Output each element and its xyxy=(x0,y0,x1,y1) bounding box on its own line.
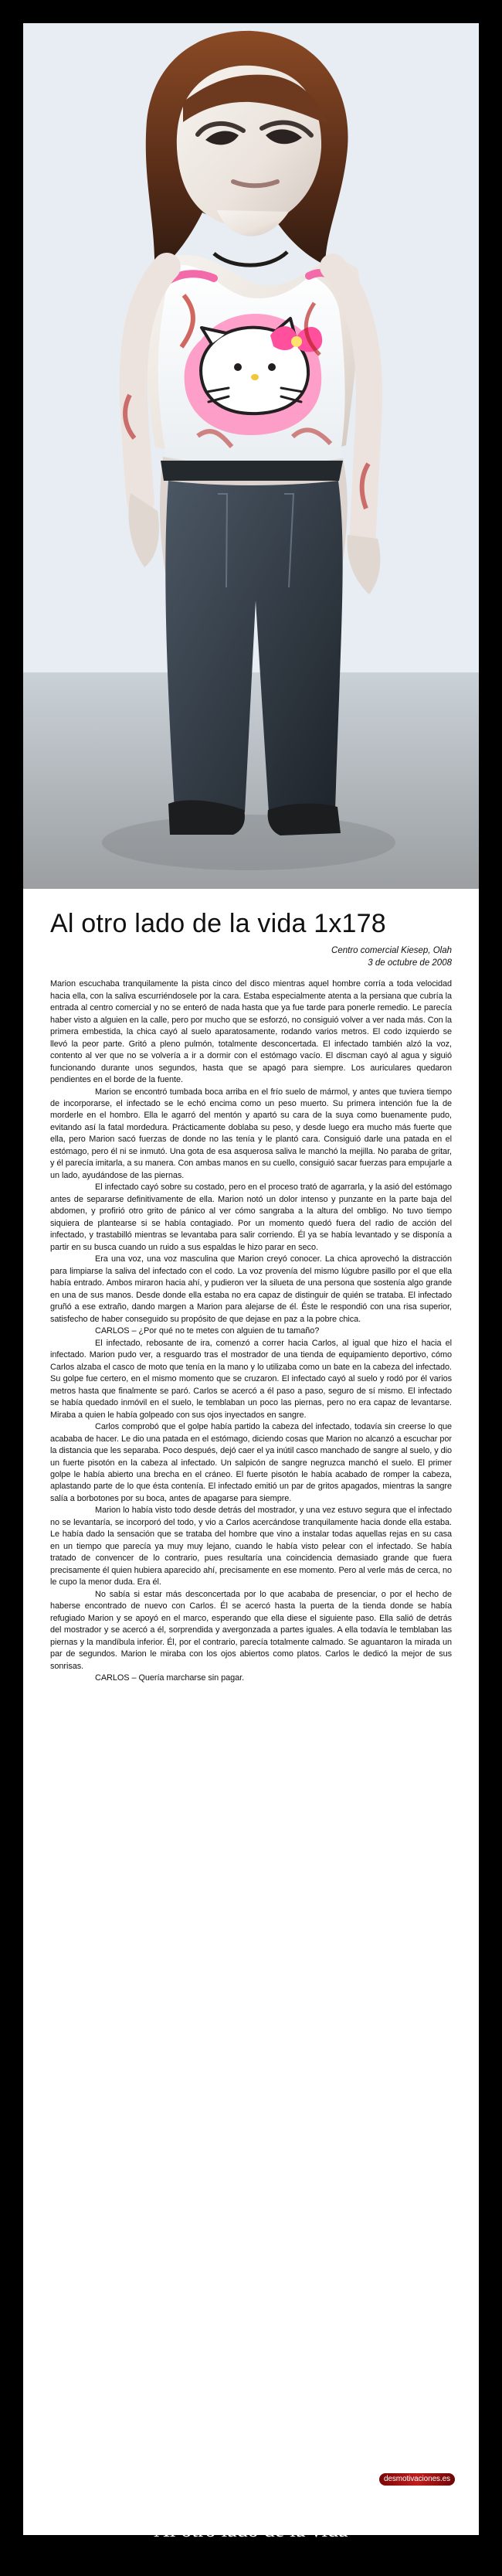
watermark: desmotivaciones.es xyxy=(379,2473,455,2486)
kitty-right-eye xyxy=(268,363,276,371)
kitty-left-eye xyxy=(234,363,242,371)
poster-caption: Al otro lado de la vida xyxy=(154,2518,348,2542)
story-content xyxy=(50,908,452,1685)
story-paragraph-2: Marion se encontró tumbada boca arriba en el frío suelo de mármol, y antes que tuviera tiempo de incorporarse, el infectado se le echó encima como un peso muerto. Su primera intención fue la de morderle en el hombro. Ella le agarró del mentón y apartó su cara de la suya como buenamente pudo, evitando así la fatal mordedura. Prácticamente doblaba su peso, y desde luego era mucho más fuerte que ella, pero Marion sacó fuerzas de donde no las tenía y le plantó cara. Consiguió darle una patada en el estómago, pero él ni se inmutó. Una gota de esa asquerosa saliva le manchó la mejilla. No paraba de gritar, y él parecía imitarla, a su manera. Con ambas manos en su cuello, consiguió sacar fuerzas para empujarle a un lado, ayudándose de las piernas. xyxy=(50,1087,452,1180)
kitty-nose xyxy=(251,374,259,380)
story-paragraph-7: Marion lo había visto todo desde detrás del mostrador, y una vez estuvo segura que el infectado no se levantaría, se incorporó del todo, y vio a Carlos acercándose tranquilamente hacia donde ella estaba. Le había dado la sensación que se trataba del hombre que vino a instalar todas aquellas rejas en su casa en un tiempo que parecía ya muy muy lejano, cuando le había visto pelear con el infectado. Se había tratado de convencer de lo contrario, pues resultaría una coincidencia demasiado grande que fuera precisamente él quien hubiera aparecido ahí, precisamente en ese momento. Pero al verle más de cerca, no le cupo la menor duda. Era él. xyxy=(50,1506,452,1587)
story-body xyxy=(50,978,452,1685)
photo-shadow xyxy=(102,815,395,870)
story-title: Al otro lado de la vida 1x178 xyxy=(50,909,386,938)
story-date: 3 de octubre de 2008 xyxy=(368,958,452,968)
story-meta xyxy=(50,945,452,969)
story-dialogue-1: CARLOS – ¿Por qué no te metes con alguien de tu tamaño? xyxy=(95,1326,320,1336)
story-paragraph-8: No sabía si estar más desconcertada por lo que acababa de presenciar, o por el hecho de haberse encontrado de nuevo con Carlos. Él se acercó hasta la puerta de la tienda donde se había refugiado Marion y se apoyó en el marco, esperando que ella diese el siguiente paso. Ella salió de detrás del mostrador y se acercó a él, sorprendida y avergonzada a partes iguales. A ella todavía le temblaban las piernas y la mandíbula inferior. Él, por el contrario, parecía totalmente calmado. Se aguantaron la mirada un par de segundos. Marion le miraba con los ojos abiertos como platos. Carlos le dedicó la mejor de sus sonrisas. xyxy=(50,1589,452,1671)
right-shoe xyxy=(268,803,341,835)
kitty-bow-center xyxy=(291,336,302,347)
story-paragraph-3: El infectado cayó sobre su costado, pero en el proceso trató de agarrarla, y la asió del estómago antes de separarse definitivamente de ella. Marion notó un dolor intenso y punzante en la parte baja del abdomen, y profirió otro grito de pánico al ver cómo sangraba a la altura del ombligo. No tuvo tiempo siquiera de plantearse si se había contagiado. Por un momento quedó fuera del radio de acción del infectado, y trastabilló mientras se levantaba para salir corriendo. Él ya se había levantado y se disponía a partir en su busca cuando un ruido a sus espaldas le hizo parar en seco. xyxy=(50,1183,452,1252)
belt xyxy=(161,461,343,481)
story-paragraph-6: Carlos comprobó que el golpe había partido la cabeza del infectado, todavía sin creerse lo que acababa de hacer. Le dio una patada en el estómago, diciendo cosas que Marion no alcanzó a escuchar por la distancia que les separaba. Poco después, dejó caer el ya inútil casco manchado de sangre al suelo, y dio un fuerte pisotón en la cabeza al infectado. Un salpicón de sangre negruzca manchó el suelo. El primer golpe le había abierto una brecha en el cráneo. El fuerte pisotón le había acabado de romper la cabeza, aplastando parte de lo que ésta contenía. El infectado emitió un par de gritos apagados, mientras la sangre salía a borbotones por su boca, antes de apagarse para siempre. xyxy=(50,1422,452,1503)
zombie-girl-illustration xyxy=(23,23,479,889)
story-dialogue-2: CARLOS – Quería marcharse sin pagar. xyxy=(95,1673,245,1683)
poster-panel xyxy=(23,23,479,2535)
story-location: Centro comercial Kiesep, Olah xyxy=(331,946,452,956)
story-paragraph-5: El infectado, rebosante de ira, comenzó a correr hacia Carlos, al igual que hizo el hacia el infectado. Marion pudo ver, a resguardo tras el mostrador de una tienda de equipamiento deportivo, cómo Carlos alzaba el casco de moto que tenía en la mano y lo utilizaba como un bate en la cabeza del infectado. Su golpe fue certero, en el mismo momento que se cruzaron. El infectado cayó al suelo y rodó por él varios metros hasta que finalmente se paró. Carlos se acercó a él paso a paso, seguro de sí mismo. El infectado se había quedado inmóvil en el suelo, le temblaban un poco las piernas, pero no era capaz de levantarse. Miraba a quien le había golpeado con sus ojos inyectados en sangre. xyxy=(50,1338,452,1420)
story-paragraph-1: Marion escuchaba tranquilamente la pista cinco del disco mientras aquel hombre corría a toda velocidad hacia ella, con la saliva escurriéndosele por la cara. Estaba especialmente atenta a la persiana que cubría la entrada al centro comercial y no se enteró de nada hasta que ya fue tarde para ponerle remedio. Le parecía haber visto a alguien en la calle, pero por mucho que se esforzó, no consiguió volver a ver nada más. Con la primera embestida, la chica cayó al suelo aparatosamente, rodando varios metros. El codo izquierdo se llevó la peor parte. Gritó a pleno pulmón, totalmente desconcertada. El infectado también alzó la voz, contento al ver que no se volvería a ir a dormir con el estómago vacío. El discman cayó al agua y siguió funcionando durante unos segundos, hasta que se apagó para siempre. Los auriculares quedaron pendientes en el borde de la fuente. xyxy=(50,979,452,1085)
zombie-girl-photo xyxy=(23,23,479,889)
story-paragraph-4: Era una voz, una voz masculina que Marion creyó conocer. La chica aprovechó la distracción para limpiarse la saliva del infectado con el codo. La voz provenía del mismo lúgubre pasillo por el que ella había entrado. Ambos miraron hacia ahí, y pudieron ver la silueta de una persona que sostenía algo grande en una de sus manos. Desde donde ella estaba no era capaz de distinguir de quién se trataba. El infectado gruñó a ese extraño, dando margen a Marion para alejarse de él. Éste le respondió con una risa superior, satisfecho de haber conseguido su propósito de que dejase en paz a la pobre chica. xyxy=(50,1254,452,1324)
